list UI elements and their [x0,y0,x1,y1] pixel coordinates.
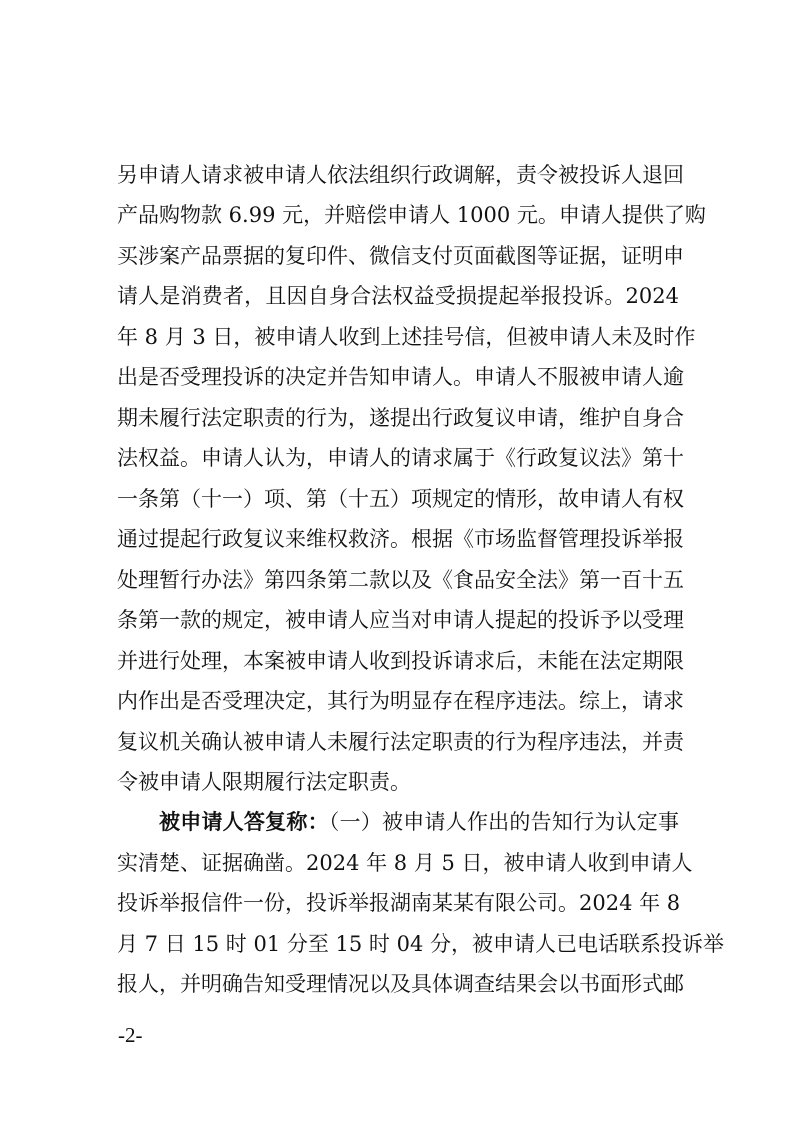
body-text-line: 出是否受理投诉的决定并告知申请人。申请人不服被申请人逾 [117,365,684,389]
body-text-line: 年 8 月 3 日，被申请人收到上述挂号信，但被申请人未及时作 [117,325,696,349]
body-text-line: 复议机关确认被申请人未履行法定职责的行为程序违法，并责 [117,730,684,754]
body-text-line: 实清楚、证据确凿。2024 年 8 月 5 日，被申请人收到申请人 [117,851,693,875]
body-text-line: 月 7 日 15 时 01 分至 15 时 04 分，被申请人已电话联系投诉举 [117,932,724,956]
body-text-line: 内作出是否受理决定，其行为明显存在程序违法。综上，请求 [117,689,684,713]
body-text-line: 法权益。申请人认为，申请人的请求属于《行政复议法》第十 [117,446,684,470]
body-text-line: 买涉案产品票据的复印件、微信支付页面截图等证据，证明申 [117,244,684,268]
body-text-line: 一条第（十一）项、第（十五）项规定的情形，故申请人有权 [117,487,684,511]
body-text-line: 令被申请人限期履行法定职责。 [117,770,411,794]
reply-paragraph-first-line [159,805,679,839]
body-text-line: 期未履行法定职责的行为，遂提出行政复议申请，维护自身合 [117,406,684,430]
body-text-span: （一）被申请人作出的告知行为认定事 [328,810,680,834]
body-text-line: 处理暂行办法》第四条第二款以及《食品安全法》第一百十五 [117,568,684,592]
body-text-line: 另申请人请求被申请人依法组织行政调解，责令被投诉人退回 [117,163,684,187]
body-text-line: 条第一款的规定，被申请人应当对申请人提起的投诉予以受理 [117,608,684,632]
respondent-reply-heading: 被申请人答复称： [159,809,329,834]
body-text-line: 投诉举报信件一份，投诉举报湖南某某有限公司。2024 年 8 [117,891,681,915]
body-text-line: 通过提起行政复议来维权救济。根据《市场监督管理投诉举报 [117,527,684,551]
body-text-line: 报人，并明确告知受理情况以及具体调查结果会以书面形式邮 [117,972,684,996]
page-number: -2- [118,1023,143,1047]
body-text-line: 产品购物款 6.99 元，并赔偿申请人 1000 元。申请人提供了购 [117,203,706,227]
body-text-line: 并进行处理，本案被申请人收到投诉请求后，未能在法定期限 [117,649,684,673]
body-text-line: 请人是消费者，且因自身合法权益受损提起举报投诉。2024 [117,284,679,308]
